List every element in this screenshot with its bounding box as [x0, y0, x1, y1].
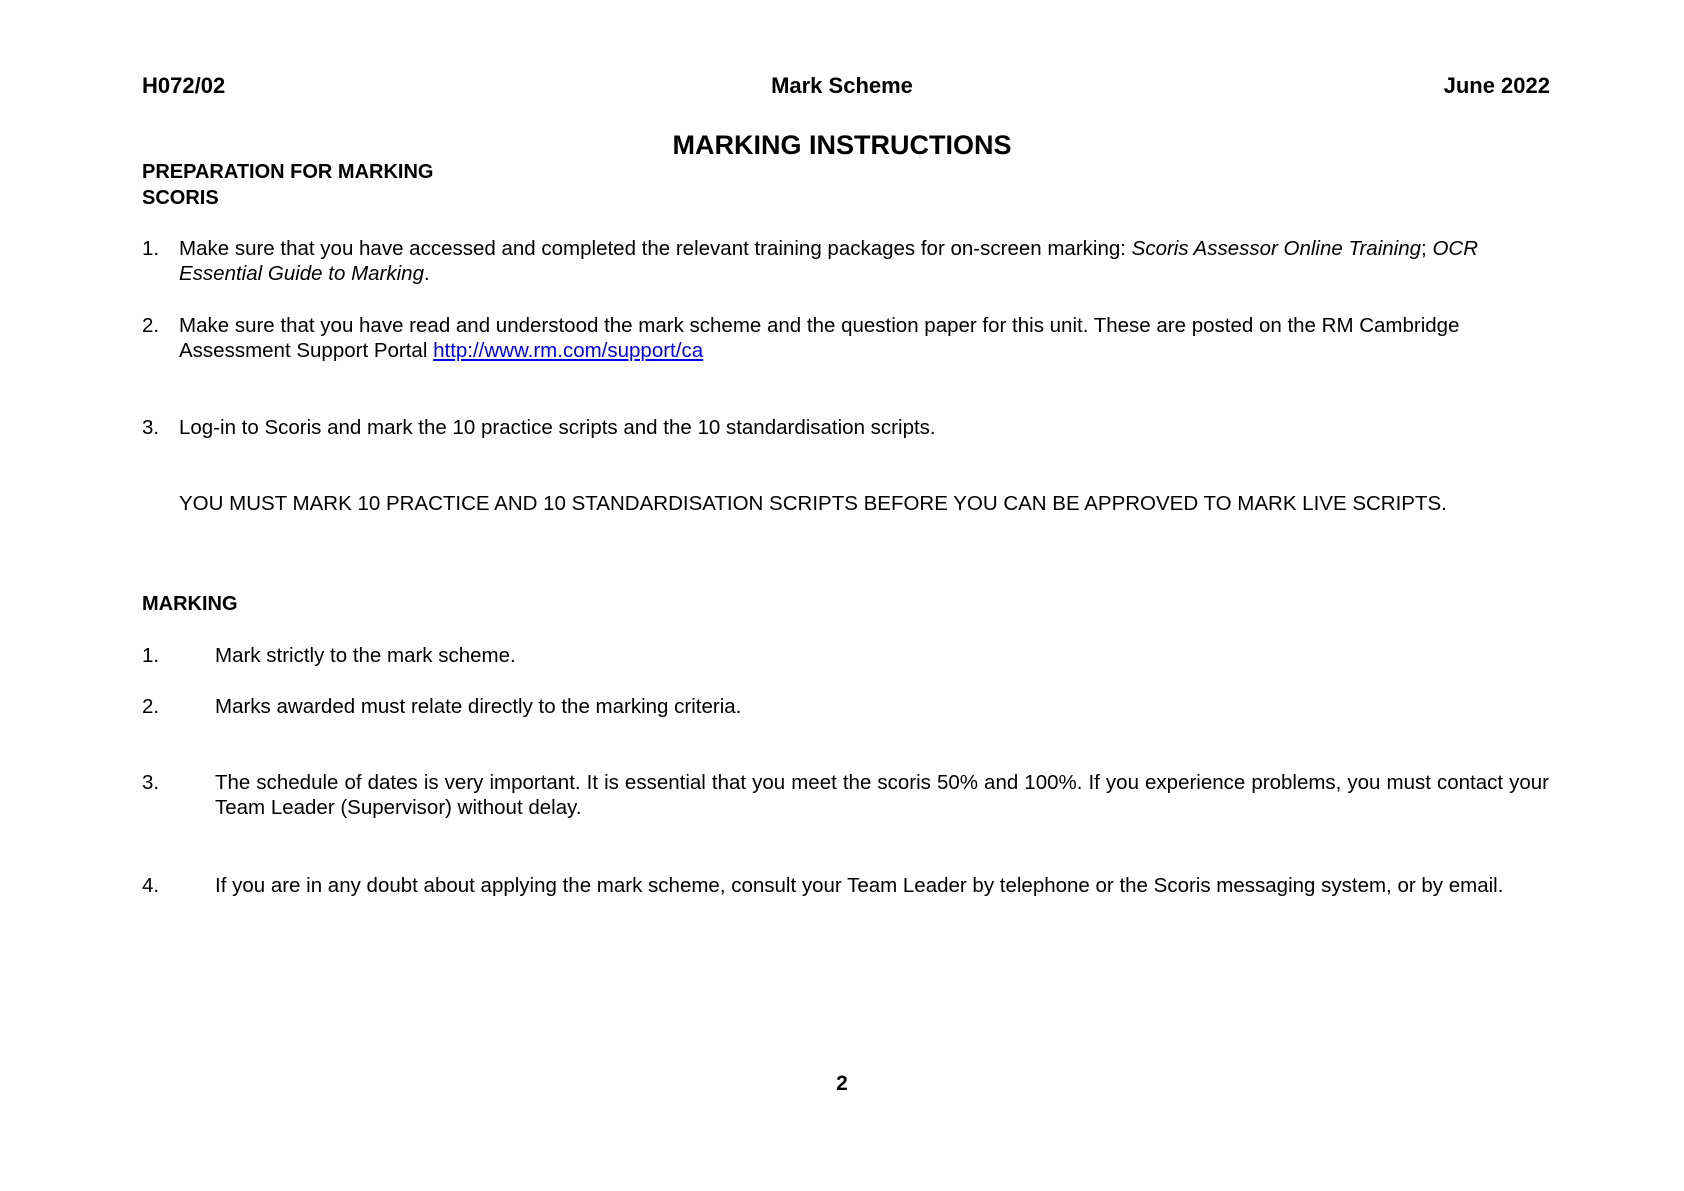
- prep-item-1-separator: ;: [1421, 237, 1433, 260]
- marking-item-4-number: 4.: [142, 874, 160, 897]
- ocr-guide-title: OCR Essential Guide to Marking: [179, 237, 1478, 285]
- page-number: 2: [836, 1072, 848, 1095]
- standardisation-notice: YOU MUST MARK 10 PRACTICE AND 10 STANDARDISATION SCRIPTS BEFORE YOU CAN BE APPROVED TO MARK LIVE SCRIPTS.: [179, 492, 1447, 515]
- prep-item-2-body: Make sure that you have read and understood the mark scheme and the question paper for this unit. These are posted on the RM Cambridge Assessment Support Portal: [179, 314, 1460, 362]
- header-code: H072/02: [142, 73, 226, 98]
- marking-item-1-number: 1.: [142, 644, 160, 667]
- prep-item-1-end: .: [423, 262, 430, 285]
- page-title: MARKING INSTRUCTIONS: [672, 130, 1012, 160]
- prep-item-1-intro: Make sure that you have accessed and completed the relevant training packages for on-screen marking:: [179, 237, 1132, 260]
- prep-item-1-number: 1.: [142, 237, 160, 260]
- header-date: June 2022: [1443, 73, 1550, 98]
- marking-item-3-number: 3.: [142, 771, 160, 794]
- scoris-training-title: Scoris Assessor Online Training: [1131, 237, 1422, 260]
- marking-item-2-number: 2.: [142, 695, 160, 718]
- marking-heading: MARKING: [142, 593, 238, 615]
- prep-item-2-text: [179, 313, 1559, 363]
- support-portal-link[interactable]: http://www.rm.com/support/ca: [433, 339, 704, 362]
- marking-item-2-text: Marks awarded must relate directly to the marking criteria.: [215, 695, 742, 718]
- prep-item-3-text: Log-in to Scoris and mark the 10 practice scripts and the 10 standardisation scripts.: [179, 416, 936, 439]
- prep-item-2-number: 2.: [142, 314, 160, 337]
- marking-item-4-text: If you are in any doubt about applying the mark scheme, consult your Team Leader by telephone or the Scoris messaging system, or by email.: [215, 874, 1504, 897]
- prep-item-1-text: [179, 236, 1559, 286]
- preparation-heading: PREPARATION FOR MARKING: [142, 161, 434, 183]
- marking-item-3-text: The schedule of dates is very important. It is essential that you meet the scoris 50% and 100%. If you experience problems, you must contact your Team Leader (Supervisor) without delay.: [215, 771, 1549, 819]
- header-center: Mark Scheme: [771, 73, 913, 98]
- scoris-subheading: SCORIS: [142, 187, 219, 209]
- prep-item-3-number: 3.: [142, 416, 160, 439]
- marking-item-1-text: Mark strictly to the mark scheme.: [215, 644, 516, 667]
